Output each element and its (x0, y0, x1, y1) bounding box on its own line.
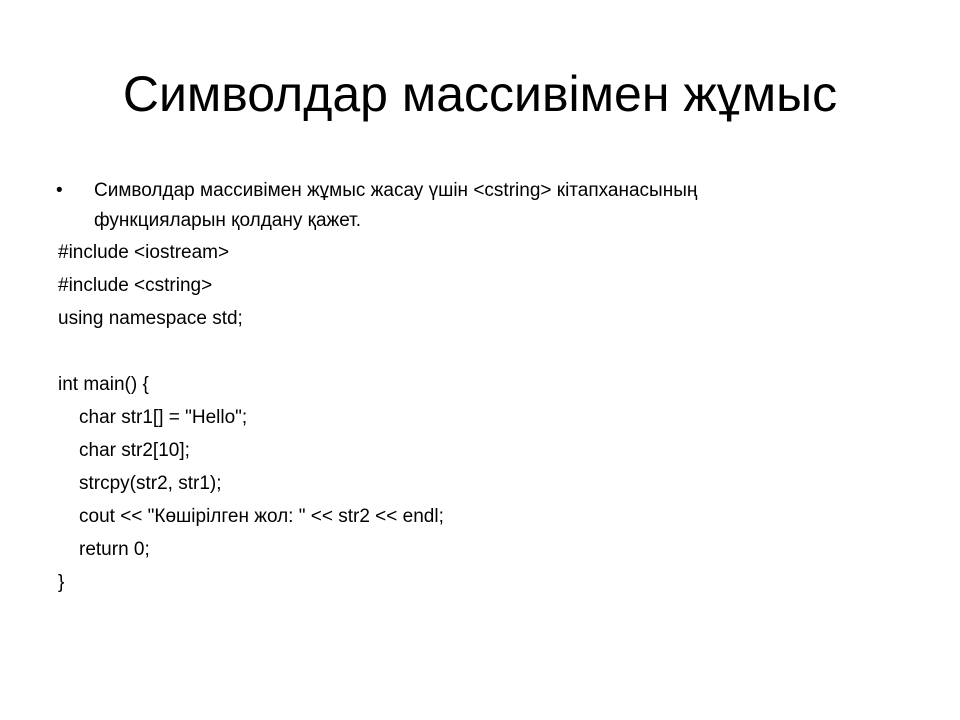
code-line-str1-declaration: char str1[] = "Hello"; (79, 407, 248, 428)
code-line-str2-declaration: char str2[10]; (79, 440, 190, 461)
code-line-using-namespace: using namespace std; (58, 308, 243, 329)
bullet-text-line-1: Символдар массивімен жұмыс жасау үшін <cstring> кітапханасының (94, 180, 698, 201)
slide-title: Символдар массивімен жұмыс (122, 66, 838, 122)
code-line-include-iostream: #include <iostream> (58, 242, 230, 263)
bullet-text (94, 176, 854, 236)
code-line-main-open: int main() { (58, 374, 149, 395)
code-line-strcpy-call: strcpy(str2, str1); (79, 473, 222, 494)
bullet-icon: • (56, 180, 63, 201)
code-line-cout-output: cout << "Көшірілген жол: " << str2 << endl; (79, 506, 444, 527)
code-line-main-close: } (58, 572, 65, 593)
bullet-text-line-2: функцияларын қолдану қажет. (94, 210, 362, 231)
code-line-return: return 0; (79, 539, 150, 560)
code-line-include-cstring: #include <cstring> (58, 275, 213, 296)
